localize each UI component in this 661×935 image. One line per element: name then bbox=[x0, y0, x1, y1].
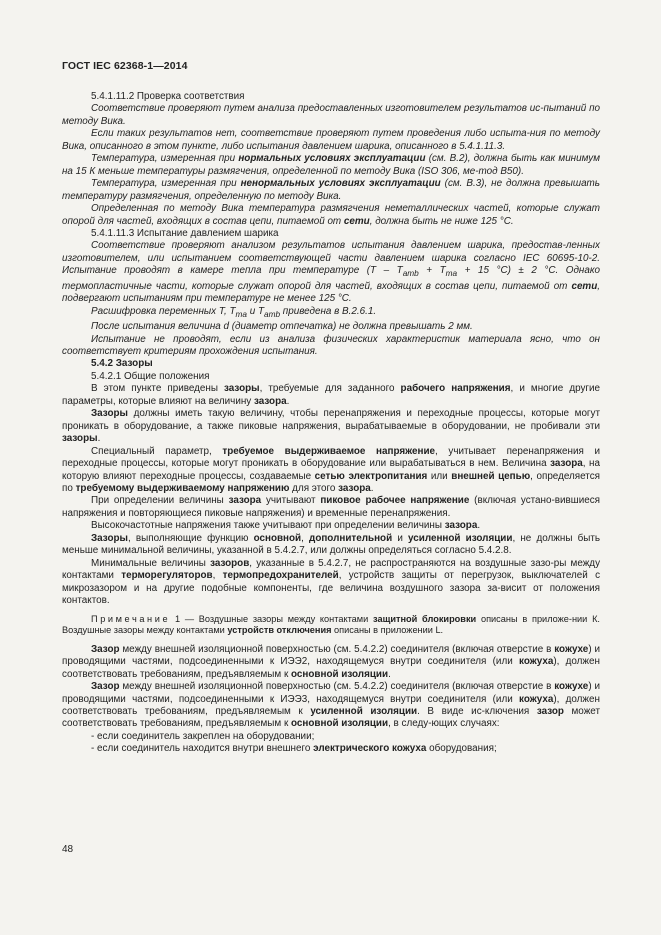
term: требуемому выдерживаемому напряжению bbox=[75, 482, 290, 494]
term: зазор bbox=[536, 705, 564, 717]
paragraph: Если таких результатов нет, соответствие проверяют путем проведения либо испыта-ния по методу Вика, описанного в этом пункте, либо испытания давлением шарика, описанного в 5.4.1.11.3. bbox=[62, 128, 600, 152]
paragraph: Соответствие проверяют путем анализа предоставленных изготовителем результатов ис-пытаний по методу Вика. bbox=[62, 103, 600, 127]
paragraph: Температура, измеренная при ненормальных условиях эксплуатации (см. В.3), не должна превышать температуру размягчения, определенную по методу Вика. bbox=[62, 178, 600, 202]
term: зазоры bbox=[62, 433, 98, 445]
term: термопредохранителей bbox=[222, 570, 339, 582]
term: нормальных условиях эксплуатации bbox=[238, 153, 426, 165]
term: кожухе bbox=[554, 681, 589, 693]
term: усиленной изоляции bbox=[408, 532, 513, 544]
term: основной изоляции bbox=[291, 668, 389, 680]
paragraph: Зазор между внешней изоляционной поверхностью (см. 5.4.2.2) соединителя (включая отверстие в кожухе) и проводящими частями, подсоединенными к ИЭЭ3, находящемуся внутри соединителя (или кожуха), должен соответствовать требованиям, предъявляемым к усиленной изоляции. В виде ис-ключения зазор может соответствовать требованиям, предъявляемым к основной изоляции, в следу-ющих случаях: bbox=[62, 681, 600, 730]
term: требуемое выдерживаемое напряжение bbox=[222, 445, 436, 457]
paragraph: Температура, измеренная при нормальных условиях эксплуатации (см. В.2), должна быть как минимум на 15 К меньше температуры размягчения, определенной по методу Вика (ISO 306, ме-тод В50). bbox=[62, 153, 600, 177]
paragraph: Специальный параметр, требуемое выдерживаемое напряжение, учитывает перенапряжения и переходные процессы, которые могут проникать в оборудование или вырабатываться в нем. Величина зазора, на которую влияют переходные процессы, создаваемые сетью электропитания или внешней цепью, определяется по требуемому выдерживаемому напряжению для этого зазора. bbox=[62, 445, 600, 494]
paragraph: Определенная по методу Вика температура размягчения неметаллических частей, которые служат опорой для частей, входящих в состав цепи, питаемой от сети, должна быть не ниже 125 °С. bbox=[62, 203, 600, 227]
document-body bbox=[62, 91, 600, 756]
term: терморегуляторов bbox=[121, 570, 213, 582]
paragraph: После испытания величина d (диаметр отпечатка) не должна превышать 2 мм. bbox=[91, 321, 473, 333]
term: защитной блокировки bbox=[373, 613, 477, 624]
term: кожухе bbox=[554, 643, 589, 655]
clause-5-4-2-1-title: 5.4.2.1 Общие положения bbox=[91, 370, 210, 382]
paragraph: При определении величины зазора учитывают пиковое рабочее напряжение (включая устано-вившиеся напряжения и повторяющиеся пиковые напряжения) и временные перенапряжения. bbox=[62, 495, 600, 519]
term: усиленной изоляции bbox=[310, 705, 418, 717]
term: Зазор bbox=[91, 681, 120, 693]
term: сетью электропитания bbox=[314, 470, 428, 482]
paragraph: Соответствие проверяют анализом результатов испытания давлением шарика, предостав-ленных изготовителем, или испытанием соответствующей части давлением шарика согласно IEC 60695-10-2. Испытание проводят в камере тепла при температуре ($T - T_{amb} + T_{ma} + 15$ °С) ± 2 °С. Однако термопластичные части, которые служат опорой для частей, входящих в состав цепи, питаемой от сети, подвергают испытаниям при температуре не менее 125 °С. bbox=[62, 240, 600, 305]
list-item: - если соединитель закреплен на оборудовании; bbox=[91, 730, 315, 742]
term: Зазор bbox=[91, 643, 120, 655]
term: зазора bbox=[338, 482, 371, 494]
term: Зазоры bbox=[91, 532, 128, 544]
document-header: ГОСТ IEC 62368-1—2014 bbox=[62, 60, 188, 72]
term: сети bbox=[343, 215, 370, 227]
term: ненормальных условиях эксплуатации bbox=[240, 178, 441, 190]
page-number: 48 bbox=[62, 844, 74, 855]
paragraph: Зазоры должны иметь такую величину, чтобы перенапряжения и переходные процессы, которые могут проникать в оборудование, а также пиковые напряжения, вырабатываемые в оборудовании, не пробивали эти зазоры. bbox=[62, 408, 600, 445]
paragraph: Зазоры, выполняющие функцию основной, дополнительной и усиленной изоляции, не должны быть меньше минимальной величины, указанной в 5.4.2.7, или должны определяться согласно 5.4.2.8. bbox=[62, 532, 601, 557]
paragraph: Расшифровка переменных T, $T_{ma}$ и $T_{amb}$ приведена в В.2.6.1. bbox=[91, 305, 377, 319]
term: Зазоры bbox=[91, 408, 128, 420]
term: зазора bbox=[253, 395, 287, 407]
term: основной bbox=[253, 532, 302, 544]
term: зазора bbox=[444, 520, 478, 532]
term: пиковое рабочее напряжение bbox=[320, 495, 470, 507]
term: зазора bbox=[228, 495, 262, 507]
term: устройств отключения bbox=[227, 625, 332, 636]
paragraph: Испытание не проводят, если из анализа физических характеристик материала ясно, что он соответствует критериям прохождения испытания. bbox=[62, 333, 600, 357]
note-label: Примечание bbox=[91, 613, 171, 624]
list-item: - если соединитель находится внутри внешнего электрического кожуха оборудования; bbox=[91, 743, 497, 755]
term: сети bbox=[571, 280, 598, 292]
term: электрического кожуха bbox=[313, 743, 427, 755]
term: зазоров bbox=[210, 557, 250, 569]
note-1: Примечание 1 — Воздушные зазоры между контактами защитной блокировки описаны в приложе-нии К. Воздушные зазоры между контактами устройств отключения описаны в приложении L. bbox=[62, 613, 600, 636]
paragraph: Зазор между внешней изоляционной поверхностью (см. 5.4.2.2) соединителя (включая отверстие в кожухе) и проводящими частями, подсоединенными к ИЭЭ2, находящемуся внутри соединителя (или кожуха), должен соответствовать требованиям, предъявляемым к основной изоляции. bbox=[62, 643, 600, 680]
clause-5-4-1-11-3-title: 5.4.1.11.3 Испытание давлением шарика bbox=[91, 227, 279, 239]
paragraph: В этом пункте приведены зазоры, требуемые для заданного рабочего напряжения, и многие другие параметры, которые влияют на величину зазора. bbox=[62, 383, 601, 407]
term: рабочего напряжения bbox=[400, 383, 511, 395]
term: кожуха bbox=[519, 693, 554, 705]
paragraph: Минимальные величины зазоров, указанные в 5.4.2.7, не распространяются на воздушные зазо-ры между контактами терморегуляторов, термопредохранителей, устройств защиты от перегрузок, выключателей с микрозазором и на другие подобные компоненты, где величина воздушного зазора за-висит от положения контактов. bbox=[62, 557, 601, 607]
term: внешней цепью bbox=[451, 470, 531, 482]
clause-5-4-1-11-2-title: 5.4.1.11.2 Проверка соответствия bbox=[91, 91, 245, 102]
term: зазора bbox=[550, 458, 583, 470]
term: дополнительной bbox=[309, 532, 393, 544]
paragraph: Высокочастотные напряжения также учитывают при определении величины зазора. bbox=[91, 520, 481, 532]
section-5-4-2-title: 5.4.2 Зазоры bbox=[91, 358, 153, 370]
term: кожуха bbox=[519, 656, 554, 668]
term: зазоры bbox=[224, 383, 260, 395]
term: основной изоляции bbox=[291, 718, 389, 730]
